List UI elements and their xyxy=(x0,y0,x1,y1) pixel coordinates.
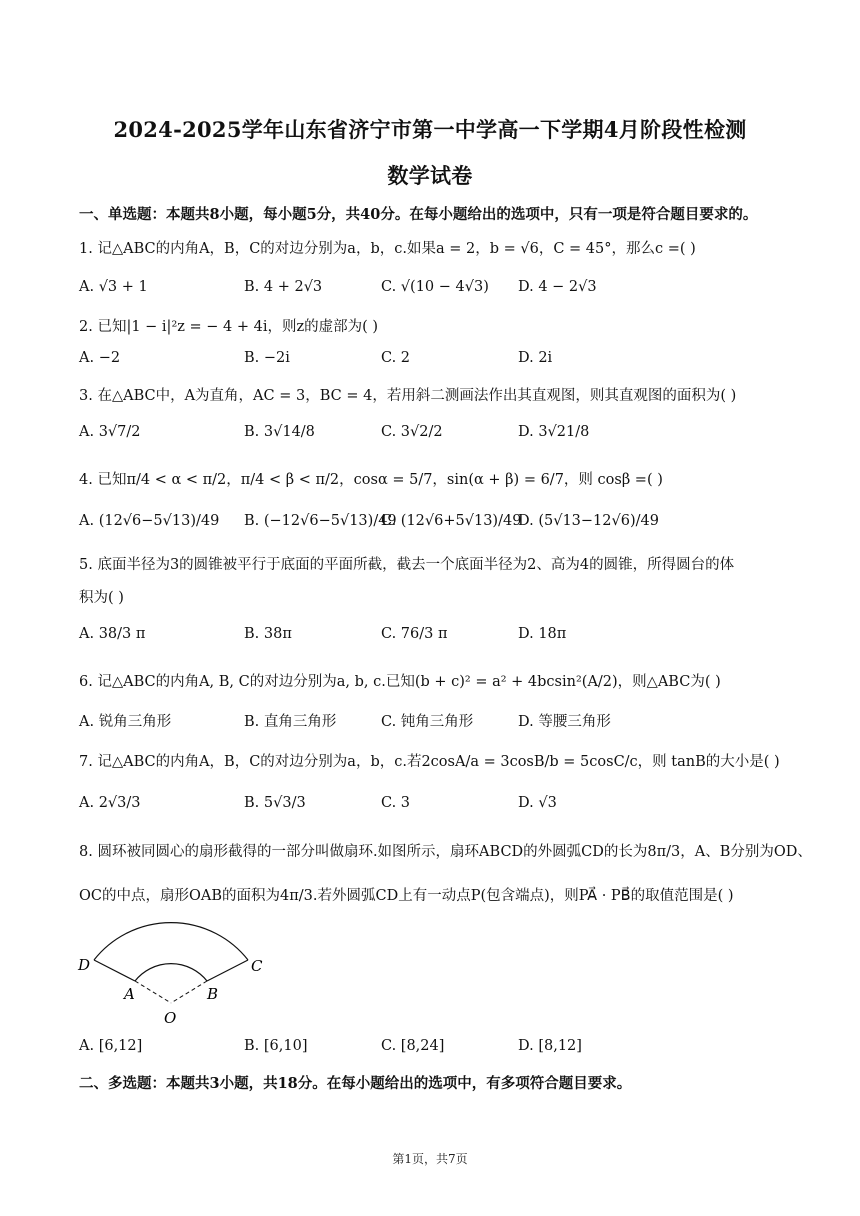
q4-option-d: D. (5√13−12√6)/49 xyxy=(518,513,659,529)
dashed-bo xyxy=(171,981,207,1003)
q7-option-b: B. 5√3/3 xyxy=(244,795,306,811)
q8-option-d: D. [8,12] xyxy=(518,1038,582,1054)
dashed-ao xyxy=(135,981,171,1003)
q2-option-c: C. 2 xyxy=(381,350,411,366)
question-8-line-2: OC的中点，扇形OAB的面积为4π/3.若外圆弧CD上有一动点P(包含端点)，则PA⃗ · PB⃗的取值范围是( ) xyxy=(79,888,734,904)
question-7: 7. 记△ABC的内角A，B，C的对边分别为a，b，c.若2cosA/a = 3cosB/b = 5cosC/c，则 tanB的大小是( ) xyxy=(79,754,780,770)
question-2: 2. 已知|1 − i|²z = − 4 + 4i，则z的虚部为( ) xyxy=(79,319,379,335)
exam-subtitle: 数学试卷 xyxy=(387,163,473,188)
q3-option-b: B. 3√14/8 xyxy=(244,424,315,440)
question-3: 3. 在△ABC中，A为直角，AC = 3，BC = 4，若用斜二测画法作出其直观图，则其直观图的面积为( ) xyxy=(79,388,737,404)
q1-option-d: D. 4 − 2√3 xyxy=(518,279,597,295)
q8-option-c: C. [8,24] xyxy=(381,1038,445,1054)
section-1-heading: 一、单选题：本题共8小题，每小题5分，共40分。在每小题给出的选项中，只有一项是符合题目要求的。 xyxy=(79,206,758,223)
question-5-line-2: 积为( ) xyxy=(79,590,124,606)
question-8-line-1: 8. 圆环被同圆心的扇形截得的一部分叫做扇环.如图所示，扇环ABCD的外圆弧CD的长为8π/3，A、B分别为OD、 xyxy=(79,844,812,860)
q3-option-c: C. 3√2/2 xyxy=(381,424,443,440)
q6-option-d: D. 等腰三角形 xyxy=(518,714,611,730)
q6-option-a: A. 锐角三角形 xyxy=(79,714,172,730)
exam-title: 2024-2025学年山东省济宁市第一中学高一下学期4月阶段性检测 xyxy=(113,117,747,142)
question-5-line-1: 5. 底面半径为3的圆锥被平行于底面的平面所截，截去一个底面半径为2、高为4的圆锥，所得圆台的体 xyxy=(79,557,735,573)
q1-option-a: A. √3 + 1 xyxy=(79,279,148,295)
label-o: O xyxy=(164,1009,177,1027)
q2-option-a: A. −2 xyxy=(79,350,121,366)
inner-arc-ab xyxy=(135,964,207,981)
q1-option-c: C. √(10 − 4√3) xyxy=(381,279,489,295)
question-4: 4. 已知π/4 < α < π/2，π/4 < β < π/2，cosα = 5/7，sin(α + β) = 6/7，则 cosβ =( ) xyxy=(79,472,663,488)
page-footer: 第1页，共7页 xyxy=(392,1152,468,1166)
q3-option-a: A. 3√7/2 xyxy=(79,424,141,440)
q7-option-a: A. 2√3/3 xyxy=(79,795,141,811)
label-d: D xyxy=(78,956,91,974)
edge-cb xyxy=(207,960,248,981)
q8-option-a: A. [6,12] xyxy=(79,1038,143,1054)
q7-option-d: D. √3 xyxy=(518,795,557,811)
q7-option-c: C. 3 xyxy=(381,795,411,811)
q5-option-c: C. 76/3 π xyxy=(381,626,448,642)
q5-option-d: D. 18π xyxy=(518,626,567,642)
annulus-sector-figure xyxy=(70,905,280,1030)
q4-option-b: B. (−12√6−5√13)/49 xyxy=(244,513,397,529)
q2-option-d: D. 2i xyxy=(518,350,553,366)
q3-option-d: D. 3√21/8 xyxy=(518,424,590,440)
q5-option-a: A. 38/3 π xyxy=(79,626,146,642)
question-6: 6. 记△ABC的内角A, B, C的对边分别为a, b, c.已知(b + c)² = a² + 4bcsin²(A/2)，则△ABC为( ) xyxy=(79,674,721,690)
outer-arc-cd xyxy=(94,923,248,960)
q4-option-a: A. (12√6−5√13)/49 xyxy=(79,513,220,529)
q8-option-b: B. [6,10] xyxy=(244,1038,308,1054)
q6-option-c: C. 钝角三角形 xyxy=(381,714,474,730)
q1-option-b: B. 4 + 2√3 xyxy=(244,279,323,295)
edge-da xyxy=(94,960,135,981)
label-c: C xyxy=(251,957,263,975)
q6-option-b: B. 直角三角形 xyxy=(244,714,337,730)
question-1: 1. 记△ABC的内角A，B，C的对边分别为a，b，c.如果a = 2，b = √6，C = 45°，那么c =( ) xyxy=(79,241,696,257)
label-b: B xyxy=(207,985,219,1003)
q5-option-b: B. 38π xyxy=(244,626,292,642)
section-2-heading: 二、多选题：本题共3小题，共18分。在每小题给出的选项中，有多项符合题目要求。 xyxy=(79,1075,632,1092)
label-a: A xyxy=(124,985,135,1003)
q2-option-b: B. −2i xyxy=(244,350,290,366)
q4-option-c: C. (12√6+5√13)/49 xyxy=(381,513,522,529)
